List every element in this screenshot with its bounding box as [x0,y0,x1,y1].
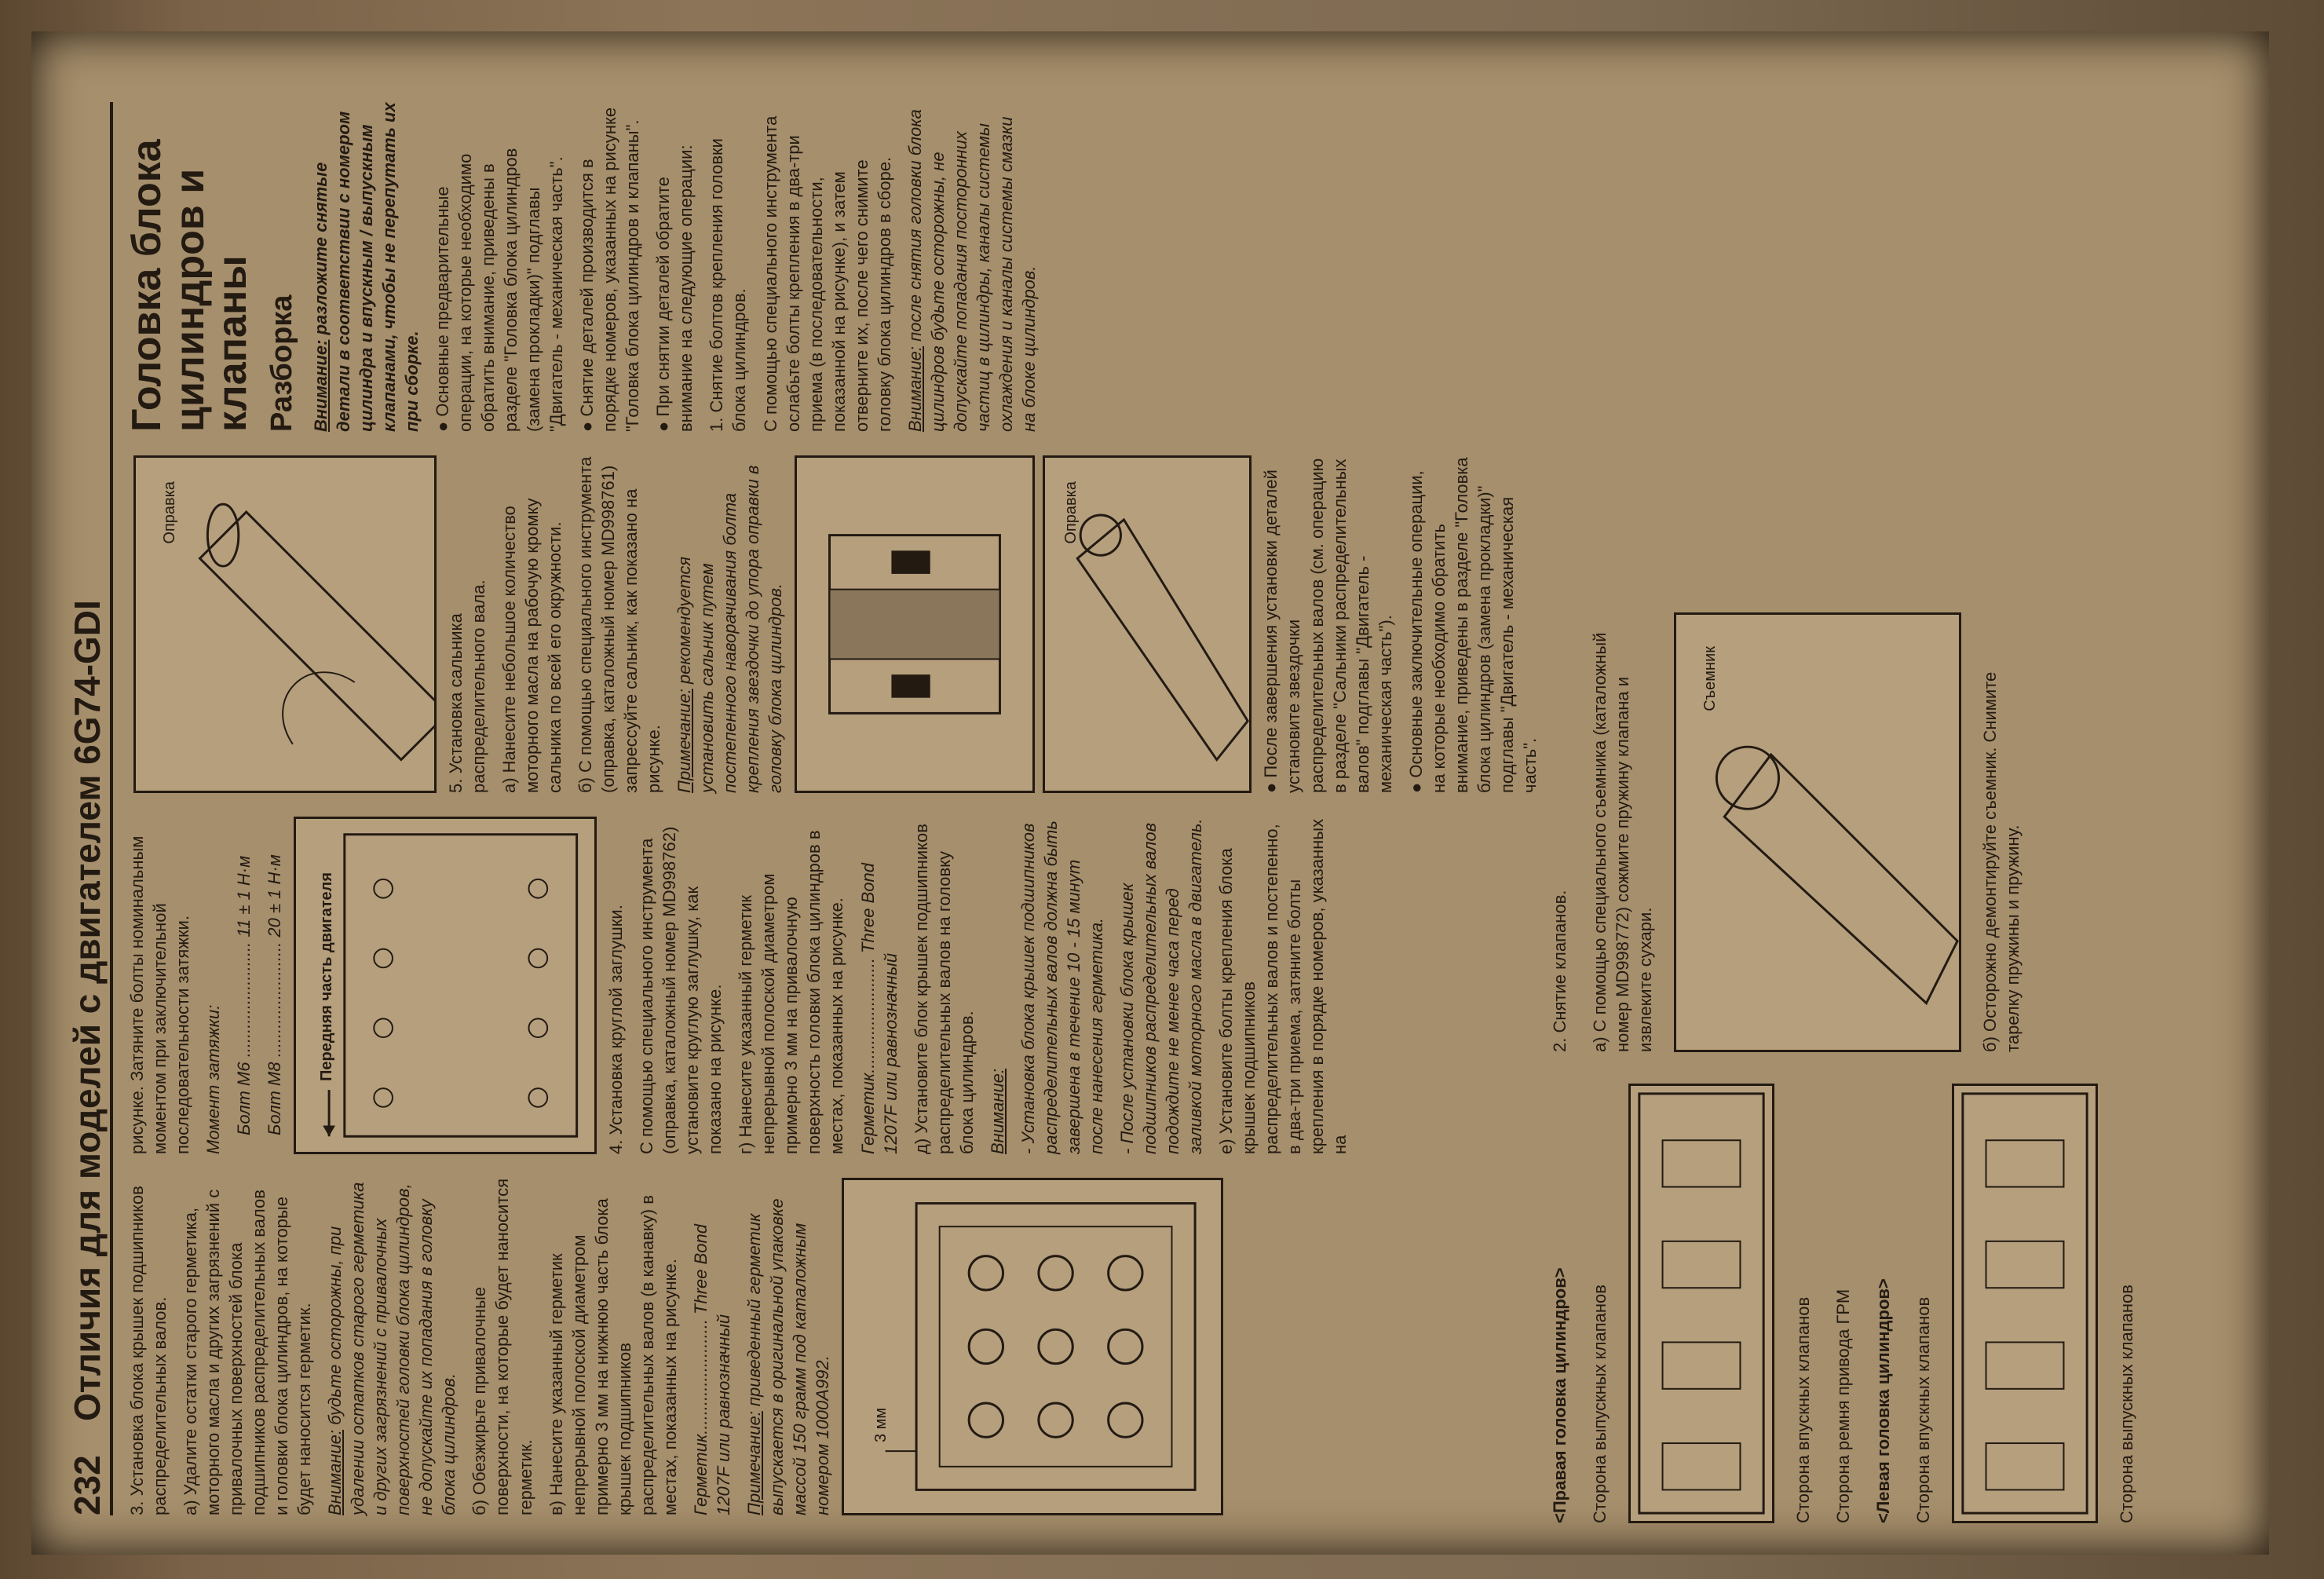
right-head-label: <Правая головка цилиндров> [1550,1267,1569,1523]
column-1 [126,1178,1231,1515]
tool-label: Съемник [1701,646,1719,711]
page-header [63,102,113,1515]
bolt-sequence-illustration [296,819,594,1152]
exhaust-side-label: Сторона выпускных клапанов [2117,1285,2137,1523]
column-4 [126,102,1048,432]
sealant-figure [842,1178,1223,1515]
torque-m8: Болт М8 ........................ 20 ± 1 Н·м [265,854,285,1135]
paragraph: а) С помощью специального съемника (каталожный номер MD998772) сожмите пружину клапана и извлеките сухари. [1590,632,1656,1052]
torque-label: Момент затяжки: [203,1004,224,1154]
sealant-line: Герметик........................ Three Bond 1207F или равнозначный [857,862,901,1154]
sealant-line: Герметик........................ Three Bond 1207F или равнозначный [690,1223,733,1515]
warning-item: - После установки блока крышек подшипников распределительных валов подождите не менее часа перед заливкой моторного масла в двигатель. [1116,818,1205,1154]
paragraph: д) Установите блок крышек подшипников распределительных валов на головку блока цилиндров. [911,824,977,1154]
seal-section-illustration [797,458,1032,791]
exhaust-side-label: Сторона выпускных клапанов [1590,1285,1610,1523]
left-head-label: <Левая головка цилиндров> [1873,1278,1894,1523]
drift-illustration [136,458,434,791]
cylinder-head-section [1515,31,2269,1555]
book-page [31,31,2269,1555]
paragraph: а) Удалите остатки старого герметика, моторного масла и других загрязнений с привалочных поверхностей блока подшипников распределительных валов и головки блока цилиндров, на которые будет наносится герметик. [181,1189,315,1515]
paragraph: ● Основные предварительные операции, на которые необходимо обратить внимание, приведены в разделе "Головка блока цилиндров (замена прокладки)" подглавы "Двигатель - механическая часть". [433,148,567,432]
right-head-illustration [1631,1086,1772,1521]
column-2 [126,817,1359,1154]
paragraph: в) Нанесите указанный герметик непрерывной полоской диаметром примерно 3 мм на нижнюю часть блока крышек подшипников распределительных валов (в канавку) в местах, показанных на рисунке. [546,1195,680,1515]
subsection-title: Разборка [265,294,298,432]
warning: Внимание: будьте осторожны, при удалении остатков старого герметика и других загрязнений с привалочных поверхностей головки блока цилиндров, не допускайте их попадания в головку блока цилиндров. [325,1182,459,1515]
front-label: Передняя часть двигателя [318,872,336,1081]
paragraph: рисунке. Затяните болты номинальным моментом при заключительной последовательности затяжки. [127,835,193,1154]
paragraph: б) Обезжирьте привалочные поверхности, на которые будет наносится герметик. [470,1178,535,1515]
valve-removal-block [1531,612,2041,1052]
paragraph: ● При снятии деталей обратите внимание на следующие операции: [653,144,696,432]
paragraph: б) Осторожно демонтируйте съемник. Снимите тарелку пружины и пружину. [1980,671,2023,1052]
column-3 [126,455,1549,793]
paragraph: 1. Снятие болтов крепления головки блока цилиндров. [707,138,750,432]
page-title: Отличия для моделей с двигателем 6G74-GDI [67,600,108,1421]
note: Примечание: рекомендуется установить сальник путем постепенного наворачивания болта крепления звездочки до упора оправки в головку блока цилиндров. [674,465,786,793]
drift-label: Оправка [1062,481,1080,544]
paragraph: ● Основные заключительные операции, на которые необходимо обратить внимание, приведены в разделе "Головка блока цилиндров (замена прокладки)" подглавы "Двигатель - механическая часть". [1405,457,1540,793]
paragraph: а) Нанесите небольшое количество моторного масла на рабочую кромку сальника по всей его окружности. [499,498,565,793]
camshaft-cap-illustration [844,1180,1221,1513]
drift-label: Оправка [161,481,178,544]
intake-side-label: Сторона впускных клапанов [1913,1296,1934,1523]
paragraph: С помощью специального инструмента (оправка, каталожный номер MD998762) установите круглую заглушку, как показано на рисунке. [637,826,725,1154]
warning: Внимание: после снятия головки блока цилиндров будьте осторожны, не допускайте попадания посторонних частиц в цилиндры, каналы системы охлаждения и каналы системы смазки на блоке цилиндров. [904,109,1039,432]
paragraph: 4. Установка круглой заглушки. [606,905,627,1154]
paragraph: г) Нанесите указанный герметик непрерывной полоской диаметром примерно 3 мм на привалочную поверхность головки блока цилиндров в местах, показанных на рисунке. [736,830,847,1154]
paragraph: ● После завершения установки деталей установите звездочки распределительных валов (см. операцию в разделе "Сальники распределительных валов" подглавы "Двигатель - механическая часть"). [1261,458,1395,793]
plug-install-figure [133,455,437,793]
right-head-figure [1628,1084,1774,1523]
dimension-label: 3 мм [872,1407,890,1442]
seal-press-figure [1043,455,1252,793]
note: Примечание: приведенный герметик выпускается в оригинальной упаковке массой 150 грамм под каталожным номером 1000A992. [744,1198,832,1515]
timing-side-label: Сторона ремня привода ГРМ [1833,1288,1854,1523]
paragraph: С помощью специального инструмента ослабьте болты крепления в два-три приема (в последовательности, показанной на рисунке), и затем отверните их, после чего снимите головку блока цилиндров в сборе. [760,115,894,432]
left-head-illustration [1954,1086,2096,1521]
paragraph: 3. Установка блока крышек подшипников распределительных валов. [127,1186,170,1515]
warning: Внимание: разложите снятые детали в соответствии с номером цилиндра и впускным / выпускным клапанами, чтобы не перепутать их при сборке. [310,102,422,432]
paragraph: б) С помощью специального инструмента (оправка, каталожный номер MD998761) запрессуйте сальник, как показано на рисунке. [576,456,664,793]
paragraph: 5. Установка сальника распределительного вала. [446,579,489,793]
paragraph: 2. Снятие клапанов. [1550,890,1569,1052]
page-number: 232 [67,1455,108,1515]
rotated-head-section [1515,31,2269,1555]
valve-spring-figure [1674,612,1961,1052]
section-title: Головка блока цилиндров и клапаны [124,139,256,432]
bolt-sequence-figure [294,817,597,1154]
seal-section-figure [795,455,1035,793]
left-head-figure [1952,1084,2098,1523]
paragraph: е) Установите болты крепления блока крышек подшипников распределительных валов и постепенно, в два-три приема, затяните болты крепления в порядке номеров, указанных на [1215,818,1350,1154]
intake-side-label: Сторона впускных клапанов [1793,1296,1814,1523]
torque-m6: Болт М6 ........................ 11 ± 1 Н·м [234,855,254,1135]
head-diagrams [1531,1084,2155,1523]
paragraph: ● Снятие деталей производится в порядке номеров, указанных на рисунке "Головка блока цилиндров и клапаны". [577,107,643,432]
warning: Внимание: [987,1068,1007,1154]
warning-item: - Установка блока крышек подшипников распределительных валов должна быть завершена в течение 10 - 15 минут после нанесения герметика. [1018,821,1106,1154]
